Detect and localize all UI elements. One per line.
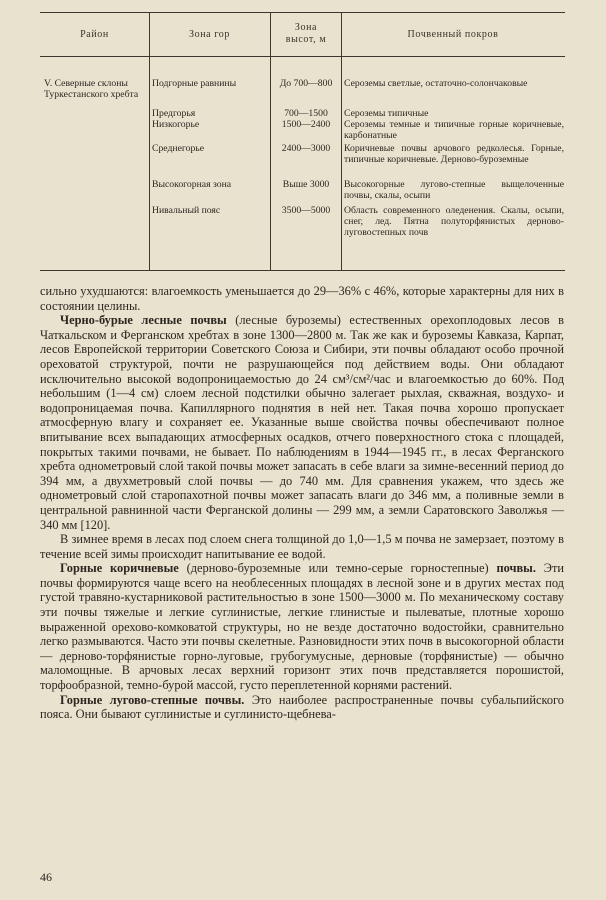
soil-cell: Сероземы светлые, остаточно-солончаковые [344,78,528,89]
region-cell: V. Северные склоны Туркестанского хребта [44,78,139,100]
zone-cell: Подгорные равнины [152,78,237,89]
height-cell: 1500—2400 [281,119,331,130]
header-height: Зона высот, м [285,22,327,45]
table-bottom-rule [40,270,565,271]
paragraph-2 [40,313,564,532]
table-top-rule [40,12,565,13]
table-col-divider-1 [149,12,150,270]
header-soil: Почвенный покров [407,29,499,40]
zone-cell: Нивальный пояс [152,205,221,216]
soil-table [40,12,565,270]
paragraph-5 [40,693,564,722]
height-cell: Выше 3000 [282,179,330,190]
zone-cell: Высокогорная зона [152,179,232,190]
height-cell: 2400—3000 [281,143,331,154]
paragraph-4-text: Эти почвы формируются чаще всего на необлесенных площадях в лесной зоне и в других местах под густой травяно-кустарниковой растительностью в зоне 1500—3000 м. По механическому составу эти почвы тяжелые и легкие суглинистые, легкие глинистые и пылеватые, плотные хорошо выраженной орехово-комковатой структуры, но не везде достаточно водостойки, сравнительно легко размываются. Часто эти почвы скелетные. Разновидности этих почв в высокогорной области — дерново-торфянистые горно-луговые, грубогумусные, дерновые (торфянистые) — обычно маломощные. В арчовых лесах верхний горизонт этих почв представляется порошистой, торфообразной, темно-бурой массой, густо переплетенной корнями растений. [40,561,565,693]
header-region: Район [80,29,109,40]
paragraph-3: В зимнее время в лесах под слоем снега толщиной до 1,0—1,5 м почва не замерзает, поэтому в течение всей зимы происходит напитывание ее водой. [40,532,564,561]
term-black-brown-forest-soils: Черно-бурые лесные почвы [60,313,227,328]
table-col-divider-3 [341,12,342,270]
soil-cell: Сероземы типичные [344,108,429,119]
zone-cell: Предгорья [152,108,196,119]
term-mountain-meadow-steppe-soils: Горные лугово-степные почвы. [60,692,245,707]
soil-cell: Сероземы темные и типичные горные коричневые, карбонатные [344,119,564,141]
soil-cell: Высокогорные лугово-степные выщелоченные почвы, скалы, осыпи [344,179,564,201]
paragraph-2-text: (лесные буроземы) естественных орехоплодовых лесов в Чаткальском и Ферганском хребтах в зоне 1300—2800 м. Так же как и буроземы Кавказа, Карпат, лесов Европейской территории Советского Союза и Сибири, эти почвы обладают особо прочной ореховатой структурой, почти не разрушающейся под действием воды. Они обладают исключительно высокой водопроницаемостью до 24 см³/см²/час и влагоемкостью до 60%. Под небольшим (1—4 см) слоем лесной подстилки обычно залегает рыхлая, скважная, воздухо- и водопроницаемая почва. Капиллярного поднятия в ней нет. Такая почва хорошо пропускает атмосферную влагу и сохраняет ее. Указанные выше свойства почвы обеспечивают полное впитывание всех выпадающих атмосферных осадков, отчего поверхностного стока с площадей, покрытых такими почвами, не бывает. По наблюдениям в 1944—1945 гг., в лесах Ферганского хребта однометровый слой такой почвы может запасать в себе влаги за зимне-весенний период до 394 мм, а двухметровый слой почвы — до 740 мм. Для сравнения укажем, что здесь же однометровый слой старопахотной почвы может запасать влаги до 346 мм, а поливные земли в центральной равнинной части Ферганской долины — 299 мм, а земли Саратовского Заволжья — 340 мм [120]. [40,313,565,532]
soil-cell: Область современного оледенения. Скалы, осыпи, снег, лед. Пятна полуторфянистых дерново-луговостепных почв [344,205,564,238]
paragraph-5-text: Это наиболее распространенные почвы субальпийского пояса. Они бывают суглинистые и суглинисто-щебнева- [40,692,564,722]
paragraph-4 [40,561,564,692]
table-col-divider-2 [270,12,271,270]
body-text [40,284,564,722]
paragraph-1: сильно ухудшаются: влагоемкость уменьшается до 29—36% с 46%, которые характерны для них в состоянии целины. [40,284,564,313]
zone-cell: Среднегорье [152,143,205,154]
term-mountain-brown: Горные коричневые [60,561,179,576]
soil-cell: Коричневые почвы арчового редколесья. Горные, типичные коричневые. Дерново-буроземные [344,143,564,165]
term-soils: почвы. [496,561,536,576]
height-cell: 700—1500 [284,108,328,119]
header-zone: Зона гор [189,29,230,40]
table-header-rule [40,56,565,57]
page-number: 46 [40,870,52,884]
height-cell: До 700—800 [279,78,333,89]
zone-cell: Низкогорье [152,119,200,130]
paragraph-4-aside: (дерново-буроземные или темно-серые горностепные) [178,561,497,576]
height-cell: 3500—5000 [281,205,331,216]
